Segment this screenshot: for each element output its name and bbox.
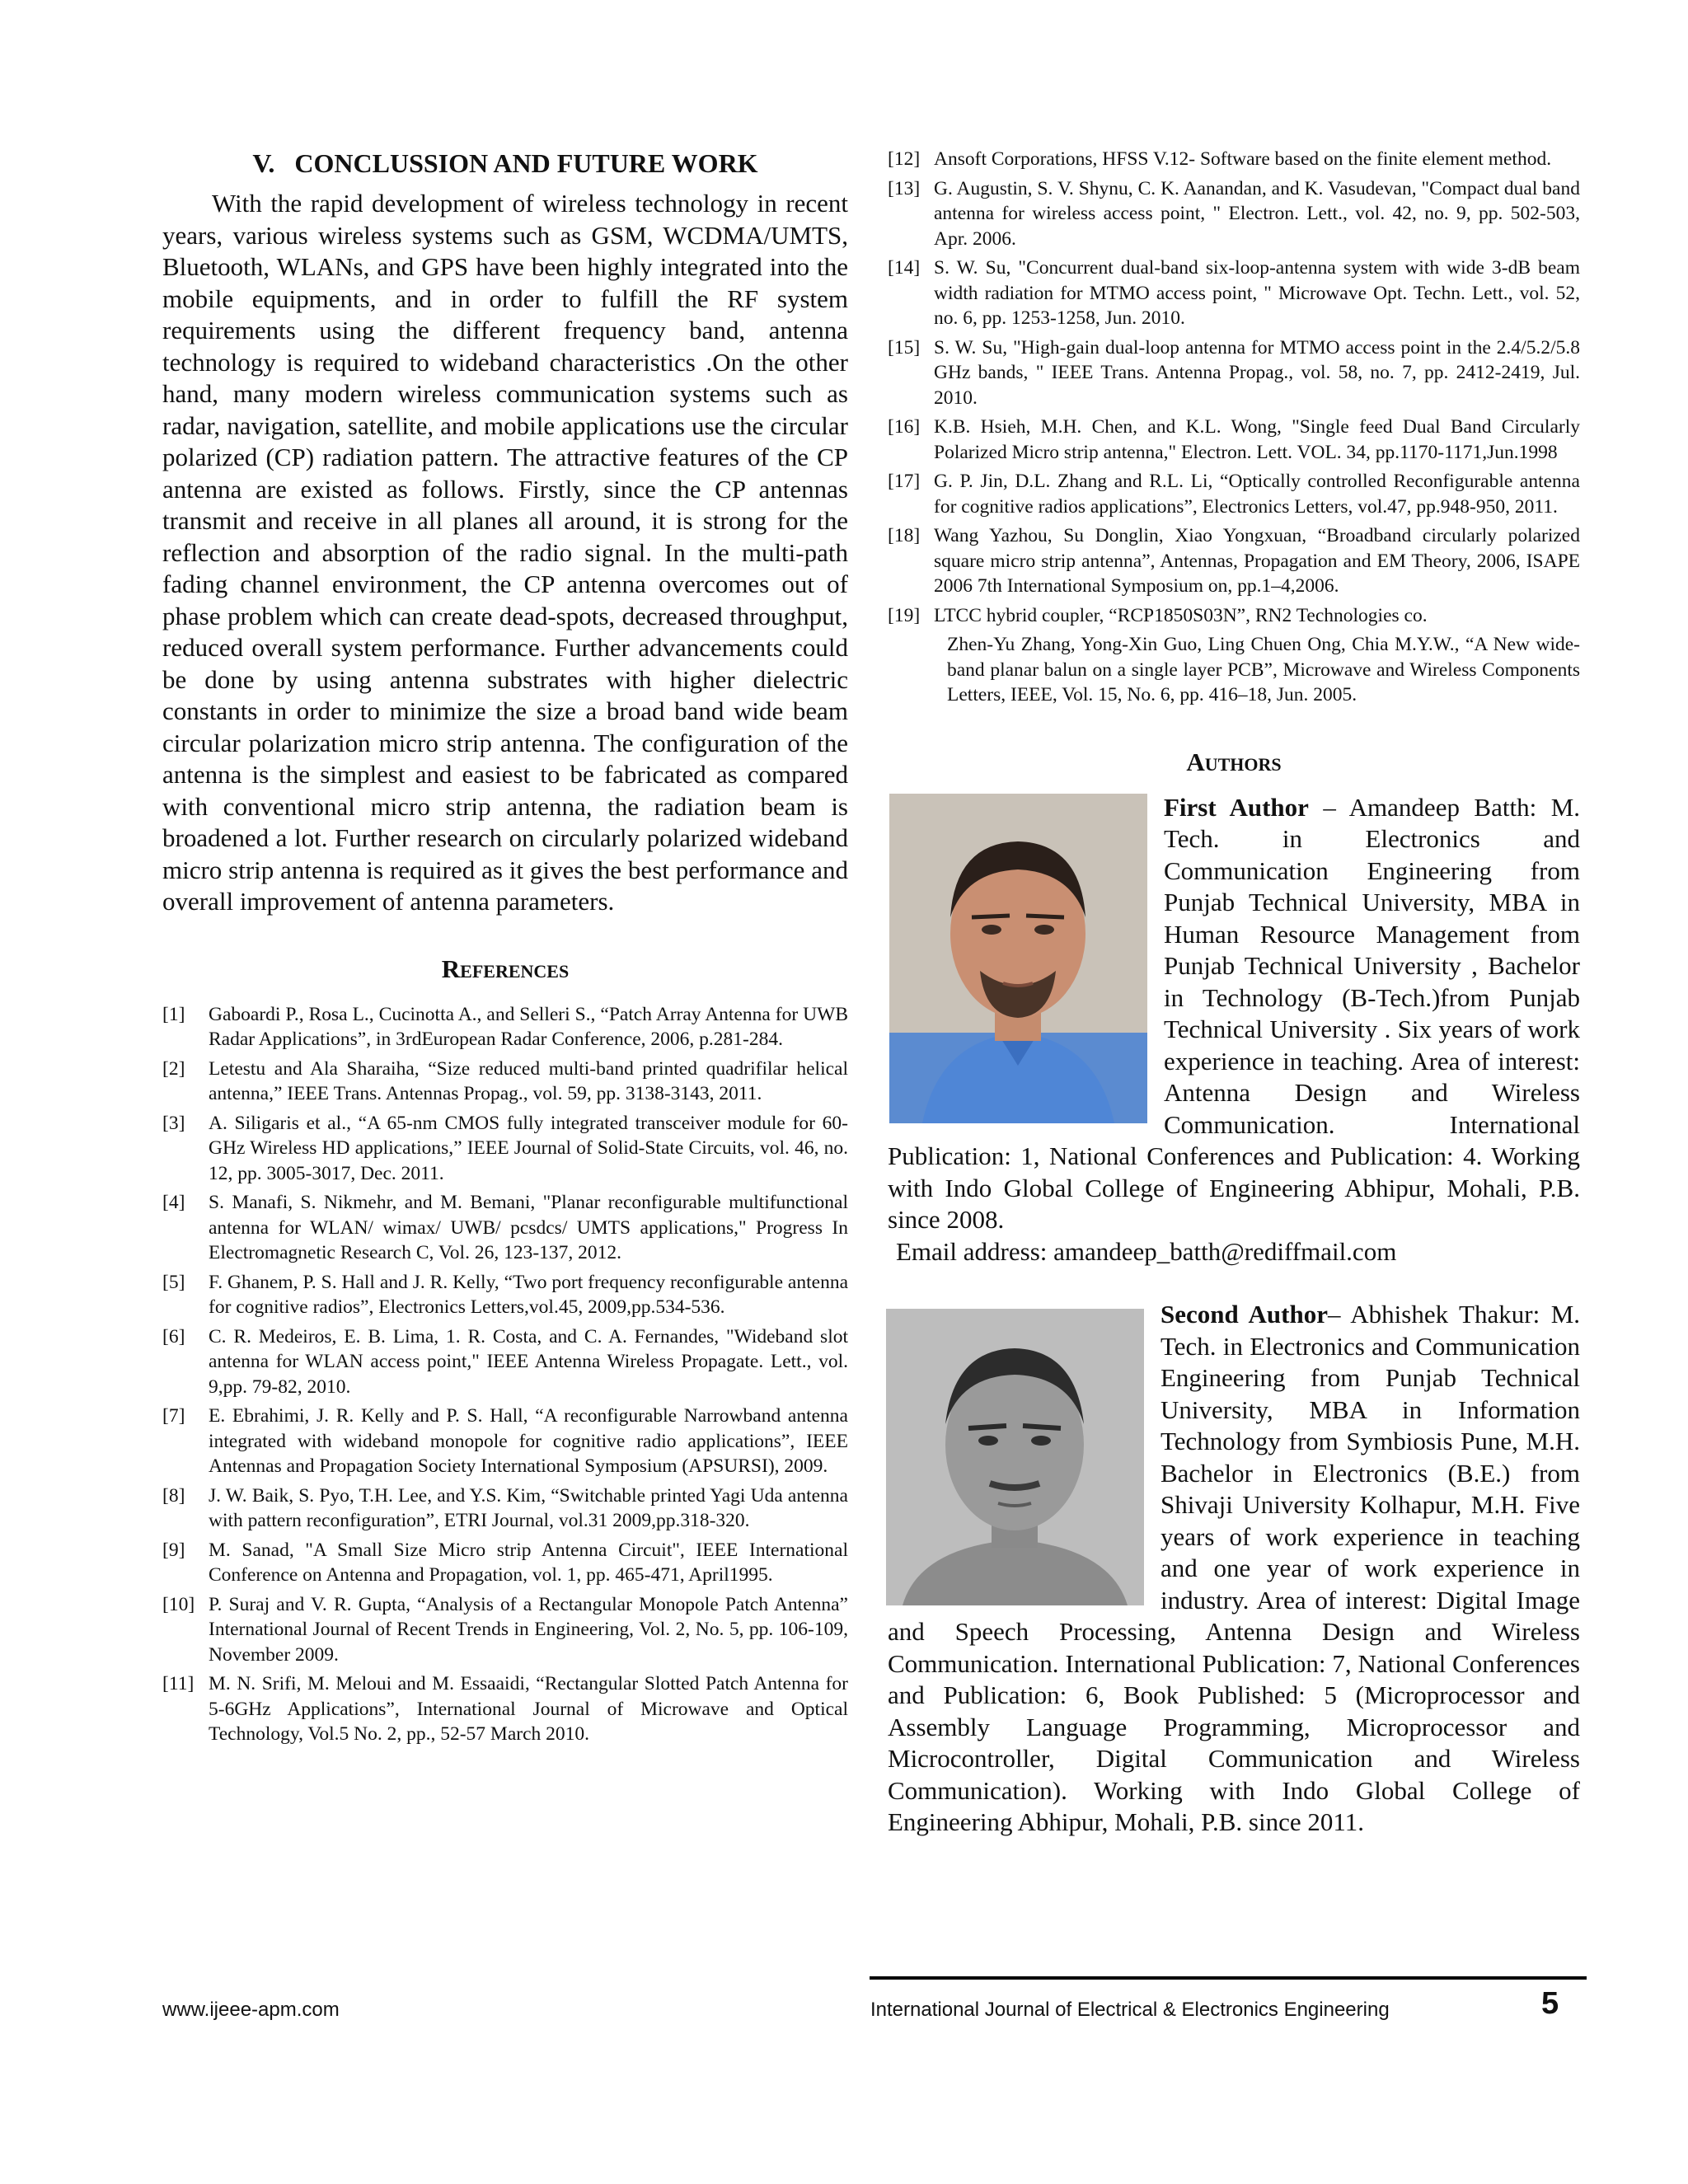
reference-number: [15] [888,336,921,359]
reference-number: [7] [162,1405,185,1427]
reference-number: [14] [888,257,921,279]
reference-item [888,415,1580,465]
reference-item [888,469,1580,519]
section-title: CONCLUSSION AND FUTURE WORK [294,148,758,178]
reference-item [162,1483,848,1534]
reference-text: Letestu and Ala Sharaiha, “Size reduced multi-band printed quadrifilar helical antenna,” IEEE Trans. Antennas Propag., vol. 59, pp. 3138-3143, 2011. [209,1057,848,1104]
reference-text: J. W. Baik, S. Pyo, T.H. Lee, and Y.S. Kim, “Switchable printed Yagi Uda antenna with pattern reconfiguration”, ETRI Journal, vol.31 2009,pp.318-320. [209,1484,848,1531]
reference-item [888,255,1580,331]
reference-extra: Zhen-Yu Zhang, Yong-Xin Guo, Ling Chuen Ong, Chia M.Y.W., “A New wide-band planar balun on a single layer PCB”, Microwave and Wireless Components Letters, IEEE, Vol. 15, No. 6, pp. 416–18, Jun. 2005. [947,634,1580,705]
reference-item [888,603,1580,629]
reference-item [162,1190,848,1266]
first-author-details: – Amandeep Batth: M. Tech. in Electronics and Communication Engineering from Punjab Technical University, MBA in Human Resource Management from Punjab Technical University , Bachelor in Technology (B-Tech.)from Punjab Technical University . Six years of work experience in teaching. Area of interest: Antenna Design and Wireless Communication. International Publication: 1, National Conferences and Publication: 4. Working with Indo Global College of Engineering Abhipur, Mohali, P.B. since 2008. [888,792,1581,1234]
reference-item [162,1671,848,1747]
reference-item [162,1538,848,1588]
authors-heading: Authors [1186,747,1282,776]
reference-item [162,1002,848,1052]
left-column [162,147,848,1751]
reference-item [162,1324,848,1400]
reference-number: [13] [888,177,921,199]
reference-text: M. Sanad, "A Small Size Micro strip Antenna Circuit", IEEE International Conference on Antenna and Propagation, vol. 1, pp. 465-471, April1995. [209,1539,848,1586]
footer-website: www.ijeee-apm.com [162,1999,340,2021]
reference-item [888,176,1580,252]
footer-page-number: 5 [1541,1986,1559,2021]
reference-number: [9] [162,1539,185,1561]
reference-item [162,1592,848,1668]
first-author-bio [888,792,1580,1236]
reference-item [888,523,1580,599]
reference-text: E. Ebrahimi, J. R. Kelly and P. S. Hall, “A reconfigurable Narrowband antenna integrated with wideband monopole for cognitive radio applications”, IEEE Antennas and Propagation Society International Symposium (APSURSI), 2009. [209,1405,848,1477]
references-heading: References [441,954,570,983]
reference-text: K.B. Hsieh, M.H. Chen, and K.L. Wong, "Single feed Dual Band Circularly Polarized Micro strip antenna," Electron. Lett. VOL. 34, pp.1170-1171,Jun.1998 [934,416,1580,463]
reference-text: Gaboardi P., Rosa L., Cucinotta A., and Selleri S., “Patch Array Antenna for UWB Radar Applications”, in 3rdEuropean Radar Conference, 2006, p.281-284. [209,1003,848,1050]
reference-number: [18] [888,525,921,546]
footer-journal: International Journal of Electrical & Electronics Engineering [870,1999,1390,2021]
second-author-label: Second Author [1160,1300,1328,1329]
reference-item [888,335,1580,411]
reference-number: [4] [162,1192,185,1213]
first-author-email: Email address: amandeep_batth@rediffmail.com [896,1236,1397,1266]
reference-item [162,1057,848,1107]
portrait-placeholder-1 [889,794,1147,1123]
reference-number: [11] [162,1673,195,1694]
reference-item [162,1111,848,1187]
reference-number: [3] [162,1112,185,1134]
reference-text: C. R. Medeiros, E. B. Lima, 1. R. Costa, and C. A. Fernandes, "Wideband slot antenna for WLAN access point," IEEE Antenna Wireless Propagate. Lett., vol. 9,pp. 79-82, 2010. [209,1325,848,1398]
reference-text: G. Augustin, S. V. Shynu, C. K. Aanandan, and K. Vasudevan, "Compact dual band antenna for wireless access point, " Electron. Lett., vol. 42, no. 9, pp. 502-503, Apr. 2006. [934,177,1580,250]
conclusion-heading [162,147,848,180]
reference-number: [2] [162,1057,185,1080]
reference-text: LTCC hybrid coupler, “RCP1850S03N”, RN2 Technologies co. [934,604,1428,626]
reference-number: [10] [162,1593,195,1615]
reference-text: Ansoft Corporations, HFSS V.12- Software based on the finite element method. [934,148,1552,170]
first-author-photo [889,794,1147,1123]
reference-number: [19] [888,604,921,626]
reference-number: [6] [162,1325,185,1347]
footer-rule [870,1976,1587,1980]
reference-list-left [162,1002,848,1747]
reference-number: [8] [162,1484,185,1507]
first-author-label: First Author [1164,792,1309,822]
reference-number: [5] [162,1271,185,1293]
portrait-placeholder-2 [886,1309,1144,1605]
reference-text: S. W. Su, "Concurrent dual-band six-loop-antenna system with wide 3-dB beam width radiation for MTMO access point, " Microwave Opt. Techn. Lett., vol. 52, no. 6, pp. 1253-1258, Jun. 2010. [934,257,1580,329]
section-number: V. [252,148,275,178]
reference-number: [16] [888,416,921,438]
reference-item [162,1270,848,1320]
right-column [888,147,1580,1839]
reference-list-right [888,147,1580,628]
second-author-details: – Abhishek Thakur: M. Tech. in Electronics and Communication Engineering from Punjab Technical University, MBA in Information Technology from Symbiosis Pune, M.H. Bachelor in Electronics (B.E.) from Shivaji University Kolhapur, M.H. Five years of work experience in teaching and one year of work experience in industry. Area of interest: Digital Image and Speech Processing, Antenna Design and Wireless Communication. International Publication: 7, National Conferences and Publication: 6, Book Published: 5 (Microprocessor and Assembly Language Programming, Microprocessor and Microcontroller, Digital Communication and Wireless Communication). Working with Indo Global College of Engineering Abhipur, Mohali, P.B. since 2011. [888,1300,1581,1836]
reference-number: [17] [888,471,921,492]
reference-item [888,147,1580,172]
reference-item [162,1404,848,1479]
reference-text: M. N. Srifi, M. Meloui and M. Essaaidi, “Rectangular Slotted Patch Antenna for 5-6GHz Applications”, International Journal of Microwave and Optical Technology, Vol.5 No. 2, pp., 52-57 March 2010. [209,1673,848,1745]
reference-number: [12] [888,148,921,170]
reference-text: Wang Yazhou, Su Donglin, Xiao Yongxuan, “Broadband circularly polarized square micro strip antenna”, Antennas, Propagation and EM Theory, 2006, ISAPE 2006 7th International Symposium on, pp.1–4,2006. [934,525,1580,597]
reference-text: S. W. Su, "High-gain dual-loop antenna for MTMO access point in the 2.4/5.2/5.8 GHz bands, " IEEE Trans. Antenna Propag., vol. 58, no. 7, pp. 2412-2419, Jul. 2010. [934,336,1580,409]
reference-text: P. Suraj and V. R. Gupta, “Analysis of a Rectangular Monopole Patch Antenna” International Journal of Recent Trends in Engineering, Vol. 2, No. 5, pp. 106-109, November 2009. [209,1593,848,1666]
second-author-bio [888,1299,1580,1839]
reference-text: G. P. Jin, D.L. Zhang and R.L. Li, “Optically controlled Reconfigurable antenna for cognitive radios applications”, Electronics Letters, vol.47, pp.948-950, 2011. [934,471,1580,518]
second-author-photo [886,1309,1144,1605]
reference-text: S. Manafi, S. Nikmehr, and M. Bemani, "Planar reconfigurable multifunctional antenna for WLAN/ wimax/ UWB/ pcsdcs/ UMTS applications," Progress In Electromagnetic Research C, Vol. 26, 123-137, 2012. [209,1192,848,1263]
conclusion-body: With the rapid development of wireless technology in recent years, various wireless systems such as GSM, WCDMA/UMTS, Bluetooth, WLANs, and GPS have been highly integrated into the mobile equipments, and in order to fulfill the RF system requirements using the different frequency band, antenna technology is required to wideband characteristics .On the other hand, many modern wireless communication systems such as radar, navigation, satellite, and mobile applications use the circular polarized (CP) radiation pattern. The attractive features of the CP antenna are existed as follows. Firstly, since the CP antennas transmit and receive in all planes all around, it is strong for the reflection and absorption of the radio signal. In the multi-path fading channel environment, the CP antenna overcomes out of phase problem which can create dead-spots, decreased throughput, reduced overall system performance. Further advancements could be done by using antenna substrates with higher dielectric constants in order to minimize the size a broad band wide beam circular polarization micro strip antenna. The configuration of the antenna is the simplest and easiest to be fabricated as compared with conventional micro strip antenna, the radiation beam is broadened a lot. Further research on circularly polarized wideband micro strip antenna is required as it gives the best performance and overall improvement of antenna parameters. [162,189,848,916]
reference-number: [1] [162,1003,185,1025]
reference-text: A. Siligaris et al., “A 65-nm CMOS fully integrated transceiver module for 60-GHz Wireless HD applications,” IEEE Journal of Solid-State Circuits, vol. 46, no. 12, pp. 3005-3017, Dec. 2011. [209,1112,848,1184]
reference-text: F. Ghanem, P. S. Hall and J. R. Kelly, “Two port frequency reconfigurable antenna for cognitive radios”, Electronics Letters,vol.45, 2009,pp.534-536. [209,1271,848,1318]
